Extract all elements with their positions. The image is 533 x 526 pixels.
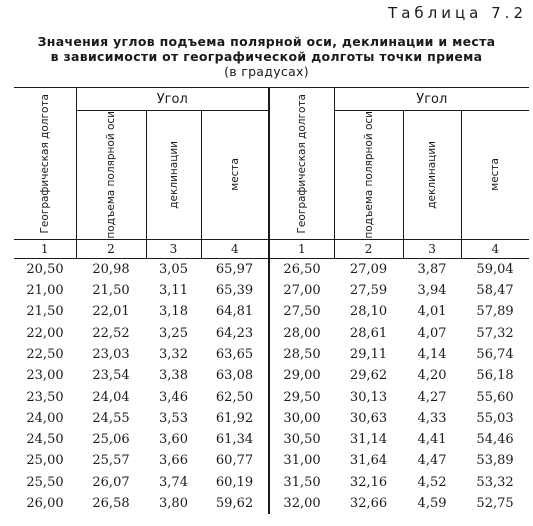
table-cell: 26,07 <box>92 474 130 490</box>
table-cell: 52,75 <box>476 495 514 511</box>
table-cell: 28,00 <box>269 322 334 343</box>
table-row <box>14 322 529 343</box>
table-cell: 23,00 <box>26 368 64 384</box>
column-number: 3 <box>146 239 201 258</box>
table-cell: 3,94 <box>417 283 447 299</box>
caption-line-1: Значения углов подъема полярной оси, деклинации и места <box>37 34 496 49</box>
header-place-right: места <box>461 111 529 240</box>
table-cell: 65,39 <box>215 283 254 299</box>
table-cell: 60,77 <box>215 453 254 469</box>
table-cell: 3,80 <box>159 495 188 511</box>
table-cell: 32,16 <box>349 474 388 490</box>
table-cell: 29,11 <box>349 346 388 362</box>
table-cell: 25,50 <box>26 474 64 490</box>
table-cell: 31,00 <box>269 450 334 471</box>
table-row <box>14 450 529 471</box>
table-cell: 22,52 <box>92 325 130 341</box>
data-table <box>14 87 529 514</box>
table-cell: 64,23 <box>215 325 254 341</box>
table-row <box>14 472 529 493</box>
table-cell: 59,62 <box>215 495 254 511</box>
table-cell: 21,00 <box>26 283 64 299</box>
column-number: 4 <box>461 239 529 258</box>
table-cell: 29,50 <box>269 386 334 407</box>
table-cell: 21,50 <box>26 304 64 320</box>
header-row-groups <box>14 88 529 111</box>
table-cell: 3,11 <box>159 283 188 299</box>
column-number: 4 <box>201 239 269 258</box>
table-cell: 22,50 <box>26 346 64 362</box>
table-cell: 31,64 <box>349 453 388 469</box>
table-cell: 20,50 <box>26 261 64 277</box>
table-cell: 24,00 <box>26 410 64 426</box>
table-cell: 4,27 <box>417 389 447 405</box>
table-cell: 57,32 <box>476 325 514 341</box>
table-cell: 57,89 <box>476 304 514 320</box>
table-cell: 27,09 <box>349 261 388 277</box>
column-number: 2 <box>76 239 146 258</box>
table-cell: 28,61 <box>349 325 388 341</box>
table-cell: 30,00 <box>269 408 334 429</box>
table-cell: 61,92 <box>215 410 254 426</box>
table-cell: 27,50 <box>269 301 334 322</box>
table-cell: 29,00 <box>269 365 334 386</box>
table-cell: 3,18 <box>159 304 188 320</box>
table-cell: 53,89 <box>476 453 514 469</box>
table-cell: 3,53 <box>159 410 188 426</box>
table-cell: 25,00 <box>26 453 64 469</box>
caption-line-2: в зависимости от географической долготы точки приема <box>50 49 483 64</box>
table-cell: 56,18 <box>476 368 514 384</box>
table-cell: 24,04 <box>92 389 130 405</box>
table-cell: 55,60 <box>476 389 514 405</box>
table-cell: 4,33 <box>417 410 447 426</box>
header-polar-left: подъема полярной оси <box>76 111 146 240</box>
table-cell: 3,66 <box>159 453 188 469</box>
table-cell: 3,38 <box>159 368 188 384</box>
header-place-left: места <box>201 111 269 240</box>
table-cell: 29,62 <box>349 368 388 384</box>
table-cell: 22,01 <box>92 304 130 320</box>
column-number: 3 <box>403 239 461 258</box>
table-body <box>14 258 529 514</box>
table-cell: 21,50 <box>92 283 130 299</box>
table-number-label: Таблица 7.2 <box>388 4 527 22</box>
table-cell: 26,00 <box>26 495 64 511</box>
table-cell: 3,74 <box>159 474 188 490</box>
table-cell: 4,59 <box>417 495 447 511</box>
table-cell: 23,50 <box>26 389 64 405</box>
header-polar-right: подъема полярной оси <box>334 111 403 240</box>
table-cell: 30,63 <box>349 410 388 426</box>
header-declination-right: деклинации <box>403 111 461 240</box>
table-cell: 4,47 <box>417 453 447 469</box>
table-row <box>14 344 529 365</box>
table-cell: 25,06 <box>92 432 130 448</box>
table-cell: 25,57 <box>92 453 130 469</box>
table-cell: 28,10 <box>349 304 388 320</box>
column-number: 1 <box>269 239 334 258</box>
table-cell: 31,14 <box>349 432 388 448</box>
table-caption <box>0 34 533 79</box>
header-longitude-right: Географическая долгота <box>269 88 334 240</box>
table-cell: 23,03 <box>92 346 130 362</box>
table-row <box>14 365 529 386</box>
table-cell: 53,32 <box>476 474 514 490</box>
table-cell: 58,47 <box>476 283 514 299</box>
caption-line-3: (в градусах) <box>224 64 309 79</box>
table-row <box>14 408 529 429</box>
table-cell: 27,59 <box>349 283 388 299</box>
table-cell: 26,58 <box>92 495 130 511</box>
table-cell: 60,19 <box>215 474 254 490</box>
table-cell: 32,00 <box>269 493 334 514</box>
table-cell: 63,08 <box>215 368 254 384</box>
table-cell: 3,87 <box>417 261 447 277</box>
table-cell: 4,20 <box>417 368 447 384</box>
table-cell: 64,81 <box>215 304 254 320</box>
column-number: 1 <box>14 239 76 258</box>
table-cell: 4,41 <box>417 432 447 448</box>
table-cell: 26,50 <box>269 258 334 280</box>
table-cell: 3,32 <box>159 346 188 362</box>
table-cell: 30,50 <box>269 429 334 450</box>
header-declination-left: деклинации <box>146 111 201 240</box>
table-cell: 3,25 <box>159 325 188 341</box>
table-cell: 3,46 <box>159 389 188 405</box>
table-row <box>14 280 529 301</box>
table-cell: 31,50 <box>269 472 334 493</box>
header-angle-group-left: Угол <box>76 88 269 111</box>
table-cell: 54,46 <box>476 432 514 448</box>
table-cell: 20,98 <box>92 261 130 277</box>
table-cell: 59,04 <box>476 261 514 277</box>
table-row <box>14 386 529 407</box>
table-cell: 22,00 <box>26 325 64 341</box>
table-row <box>14 429 529 450</box>
table-cell: 61,34 <box>215 432 254 448</box>
table-cell: 4,14 <box>417 346 447 362</box>
table-cell: 3,05 <box>159 261 188 277</box>
table-cell: 24,50 <box>26 432 64 448</box>
table-cell: 56,74 <box>476 346 514 362</box>
table-cell: 32,66 <box>349 495 388 511</box>
table-cell: 24,55 <box>92 410 130 426</box>
table-cell: 28,50 <box>269 344 334 365</box>
table-cell: 63,65 <box>215 346 254 362</box>
table-cell: 62,50 <box>215 389 254 405</box>
table-row <box>14 301 529 322</box>
table-cell: 4,01 <box>417 304 447 320</box>
table-cell: 65,97 <box>215 261 254 277</box>
table-row <box>14 493 529 514</box>
column-number: 2 <box>334 239 403 258</box>
table-cell: 3,60 <box>159 432 188 448</box>
header-longitude-left: Географическая долгота <box>14 88 76 240</box>
table-cell: 4,52 <box>417 474 447 490</box>
table-cell: 4,07 <box>417 325 447 341</box>
table-cell: 30,13 <box>349 389 388 405</box>
column-number-row <box>14 239 529 258</box>
table-cell: 27,00 <box>269 280 334 301</box>
header-angle-group-right: Угол <box>334 88 529 111</box>
table-cell: 55,03 <box>476 410 514 426</box>
table-row <box>14 258 529 280</box>
table-cell: 23,54 <box>92 368 130 384</box>
